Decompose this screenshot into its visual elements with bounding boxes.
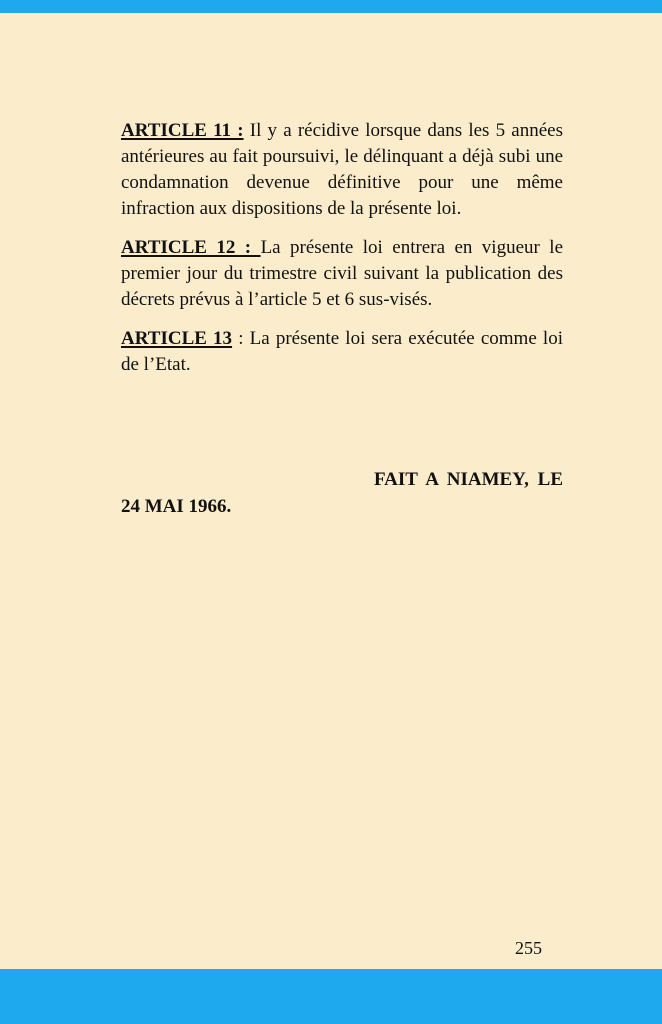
- signature-block: [121, 466, 563, 520]
- article-11: [121, 118, 563, 222]
- page-number: 255: [515, 938, 542, 958]
- article-12-text: La présente loi entrera en vigueur le premier jour du trimestre civil suivant la publication des décrets prévus à l’article 5 et 6 sus-visés.: [121, 237, 563, 310]
- article-13: [121, 326, 563, 378]
- article-11-text: Il y a récidive lorsque dans les 5 années antérieures au fait poursuivi, le délinquant a déjà subi une condamnation devenue définitive pour une même infraction aux dispositions de la présente loi.: [121, 120, 563, 219]
- signature-place: FAIT A NIAMEY, LE: [373, 469, 563, 490]
- top-color-band: [0, 0, 662, 13]
- article-11-heading: ARTICLE 11 :: [121, 120, 244, 141]
- article-13-text: : La présente loi sera exécutée comme loi de l’Etat.: [121, 328, 563, 375]
- article-12-heading: ARTICLE 12 :: [121, 237, 261, 258]
- signature-date: 24 MAI 1966.: [121, 496, 232, 517]
- article-12: [121, 235, 563, 313]
- document-body: [121, 118, 563, 391]
- bottom-color-band: [0, 969, 662, 1024]
- article-13-heading: ARTICLE 13: [121, 328, 233, 349]
